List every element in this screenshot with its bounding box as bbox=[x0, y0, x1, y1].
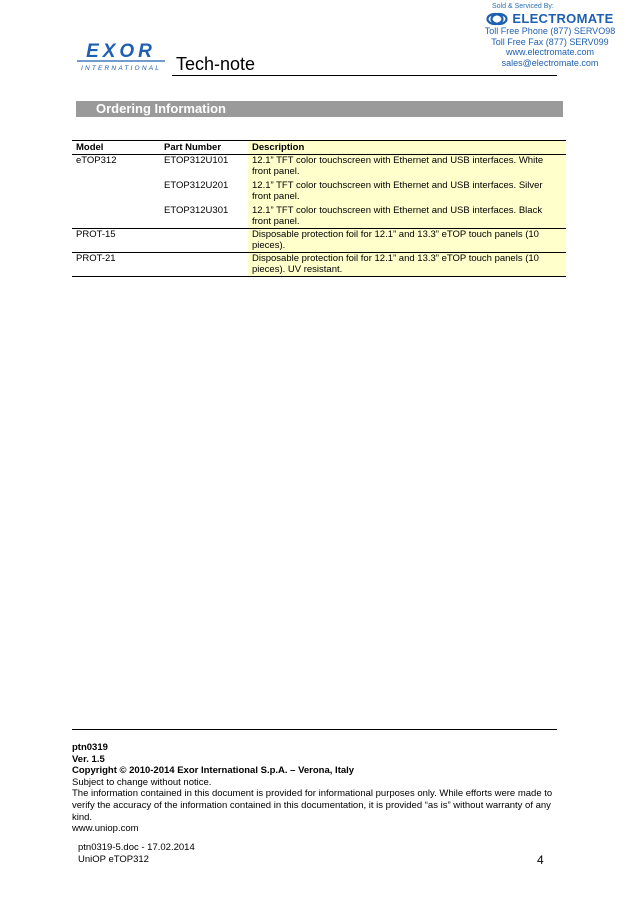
footer-disclaimer: The information contained in this document is provided for informational purposes only. While efforts were made to verify the accuracy of the information contained in this documentation, it is provided “as is” without warranty of any kind. bbox=[72, 788, 553, 823]
row-description: 12.1” TFT color touchscreen with Ethernet and USB interfaces. Black front panel. bbox=[248, 203, 566, 229]
page-number: 4 bbox=[537, 853, 544, 867]
header-model: Model bbox=[72, 141, 160, 155]
section-title: Ordering Information bbox=[96, 101, 226, 116]
row-description: Disposable protection foil for 12.1” and 13.3” eTOP touch panels (10 pieces). UV resistant. bbox=[248, 252, 566, 276]
footer-website-link[interactable]: www.uniop.com bbox=[72, 823, 139, 835]
exor-logo-text: EXOR bbox=[86, 41, 156, 62]
table-row bbox=[72, 178, 566, 203]
footer-product: UniOP eTOP312 bbox=[78, 853, 149, 865]
document-title: Tech-note bbox=[176, 54, 256, 74]
row-model: PROT-15 bbox=[72, 228, 160, 252]
stamp-fax: Toll Free Fax (877) SERV099 bbox=[491, 36, 609, 47]
row-part-number: ETOP312U101 bbox=[164, 154, 229, 166]
header-description: Description bbox=[248, 141, 566, 155]
stamp-brand-name: ELECTROMATE bbox=[512, 11, 614, 26]
row-model: PROT-21 bbox=[72, 252, 160, 276]
table-row bbox=[72, 252, 566, 276]
footer-copyright: Copyright © 2010-2014 Exor International S.p.A. – Verona, Italy bbox=[72, 765, 355, 777]
row-description: Disposable protection foil for 12.1” and 13.3” eTOP touch panels (10 pieces). bbox=[248, 228, 566, 252]
row-description: 12.1” TFT color touchscreen with Ethernet and USB interfaces. Silver front panel. bbox=[248, 178, 566, 203]
row-part-number bbox=[160, 228, 248, 252]
row-model: eTOP312 bbox=[76, 154, 117, 166]
row-model bbox=[72, 178, 160, 203]
stamp-web-link[interactable]: www.electromate.com bbox=[505, 47, 595, 57]
footer-notice: Subject to change without notice. bbox=[72, 776, 212, 788]
footer-filename: ptn0319-5.doc - 17.02.2014 bbox=[78, 842, 195, 853]
stamp-sold-by: Sold & Serviced By: bbox=[492, 3, 554, 10]
footer-info bbox=[72, 742, 562, 835]
footer-doc-id: ptn0319 bbox=[72, 742, 108, 753]
exor-logo-subtext: INTERNATIONAL bbox=[80, 65, 162, 72]
distributor-stamp bbox=[484, 3, 616, 68]
table-row bbox=[72, 203, 566, 229]
row-part-number bbox=[160, 252, 248, 276]
row-description: 12.1” TFT color touchscreen with Ethernet and USB interfaces. White front panel. bbox=[248, 154, 566, 178]
footer-version: Ver. 1.5 bbox=[72, 753, 105, 765]
electromate-logo-icon bbox=[486, 12, 508, 26]
stamp-brand bbox=[484, 11, 616, 26]
table-header-row bbox=[72, 141, 566, 155]
row-part-number: ETOP312U201 bbox=[164, 179, 229, 191]
row-part-number: ETOP312U301 bbox=[160, 203, 248, 229]
table-row bbox=[72, 154, 566, 178]
row-model bbox=[72, 203, 160, 229]
header-divider bbox=[172, 75, 557, 76]
footer-divider bbox=[72, 729, 557, 730]
ordering-table bbox=[72, 140, 566, 277]
table-row bbox=[72, 228, 566, 252]
stamp-email-link[interactable]: sales@electromate.com bbox=[501, 57, 599, 68]
footer-meta bbox=[78, 842, 195, 865]
stamp-phone: Toll Free Phone (877) SERVO98 bbox=[484, 26, 616, 36]
header-part-number: Part Number bbox=[160, 141, 248, 155]
exor-logo bbox=[75, 40, 167, 74]
